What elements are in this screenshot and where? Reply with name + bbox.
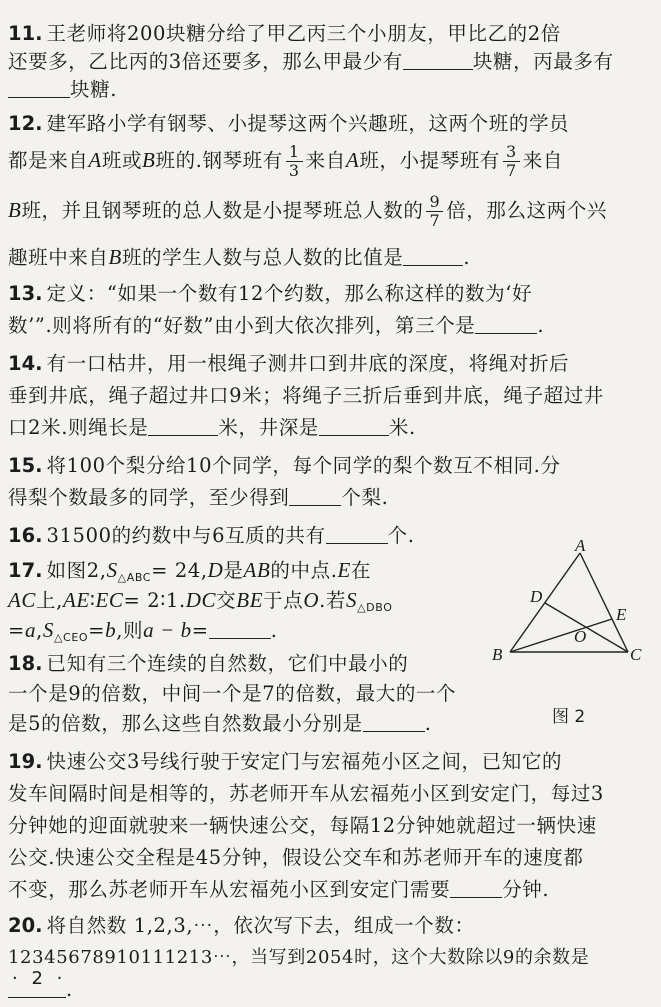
segment-BE: [510, 619, 612, 652]
triangle-figure: [478, 540, 653, 725]
answer-blank[interactable]: [319, 417, 389, 436]
q19-line-1: 19. 快速公交3号线行驶于安定门与宏福苑小区之间，已知它的: [8, 750, 563, 773]
q19-line-5: 不变，那么苏老师开车从宏福苑小区到安定门需要 分钟.: [8, 878, 550, 901]
q19-line-3: 分钟她的迎面就驶来一辆快速公交，每隔12分钟她就超过一辆快速: [8, 814, 597, 837]
q12-line-1: 12. 建军路小学有钢琴、小提琴这两个兴趣班，这两个班的学员: [8, 112, 570, 135]
q14-line-2: 垂到井底，绳子超过井口9米；将绳子三折后垂到井底，绳子超过井: [8, 384, 604, 407]
q19-line-4: 公交.快速公交全程是45分钟，假设公交车和苏老师开车的速度都: [8, 846, 584, 869]
label-D: D: [530, 587, 543, 606]
label-A: A: [575, 540, 586, 555]
q13-line-1: 13. 定义：“如果一个数有12个约数，那么称这样的数为‘好: [8, 282, 533, 305]
q13-line-2: 数’”.则将所有的“好数”由小到大依次排列，第三个是 .: [8, 314, 545, 337]
answer-blank[interactable]: [363, 713, 425, 732]
q11-line-2: 还要多，乙比丙的3倍还要多，那么甲最少有 块糖，丙最多有: [8, 50, 614, 73]
q20-line-2: 12345678910111213⋯，当写到2054时，这个大数除以9的余数是: [8, 947, 590, 968]
q11-line-3: 块糖.: [8, 76, 651, 104]
fraction-9-7: $\frac{9}{7}$: [426, 193, 443, 230]
answer-blank[interactable]: [403, 51, 473, 70]
page-number: · 2 ·: [12, 968, 67, 989]
q11-line-1: 11. 王老师将200块糖分给了甲乙丙三个小朋友，甲比乙的2倍: [8, 22, 561, 45]
q19-line-2: 发车间隔时间是相等的，苏老师开车从宏福苑小区到安定门，每过3: [8, 782, 604, 805]
q18-line-1: 18. 已知有三个连续的自然数，它们中最小的: [8, 652, 409, 675]
q12-line-4: 趣班中来自B班的学生人数与总人数的比值是 .: [8, 245, 471, 269]
q15-line-1: 15. 将100个梨分给10个同学，每个同学的梨个数互不相同.分: [8, 454, 561, 477]
figure-caption: 图 2: [552, 707, 586, 727]
q15-line-2: 得梨个数最多的同学，至少得到 个梨.: [8, 486, 389, 509]
answer-blank[interactable]: [475, 315, 537, 334]
fraction-1-3: $\frac{1}{3}$: [286, 143, 303, 180]
q17-line-3: $=a,S_{\triangle CEO}=b$,则a − b= .: [8, 618, 278, 644]
answer-blank[interactable]: [8, 79, 70, 98]
q16-line: 16. 31500的约数中与6互质的共有 个.: [8, 524, 415, 547]
q18-line-3: 是5的倍数，那么这些自然数最小分别是 .: [8, 712, 432, 735]
q12-line-3: B班，并且钢琴班的总人数是小提琴班总人数的 $\frac{9}{7}$ 倍，那么这两个兴: [8, 192, 608, 230]
q12-line-2: 都是来自A班或B班的.钢琴班有 $\frac{1}{3}$ 来自A班，小提琴班有 $\frac{3}{7}$ 来自: [8, 142, 563, 180]
answer-blank[interactable]: [450, 879, 502, 898]
q14-line-3: 口2米.则绳长是 米，井深是 米.: [8, 416, 416, 439]
q17-line-1: 17. 如图$2,S_{\triangle ABC}= 24,D$是AB的中点.E在: [8, 558, 372, 584]
answer-blank[interactable]: [209, 620, 271, 639]
fraction-3-7: $\frac{3}{7}$: [503, 143, 520, 180]
q20-line-1: 20. 将自然数 1,2,3,⋯，依次写下去，组成一个数：: [8, 914, 475, 937]
label-C: C: [630, 645, 642, 664]
answer-blank[interactable]: [403, 247, 463, 266]
label-B: B: [492, 645, 503, 664]
answer-blank[interactable]: [289, 487, 341, 506]
answer-blank[interactable]: [326, 525, 388, 544]
side-AB: [510, 553, 580, 652]
q18-line-2: 一个是9的倍数，中间一个是7的倍数，最大的一个: [8, 682, 457, 705]
q14-line-1: 14. 有一口枯井，用一根绳子测井口到井底的深度，将绳对折后: [8, 352, 570, 375]
label-E: E: [616, 605, 627, 624]
q17-line-2: AC上,AE∶EC= 2∶1.DC交BE于点O.若$S_{\triangle DBO}$: [8, 588, 393, 614]
label-O: O: [574, 627, 587, 646]
q20-line-3: .: [8, 976, 651, 1004]
answer-blank[interactable]: [148, 417, 218, 436]
